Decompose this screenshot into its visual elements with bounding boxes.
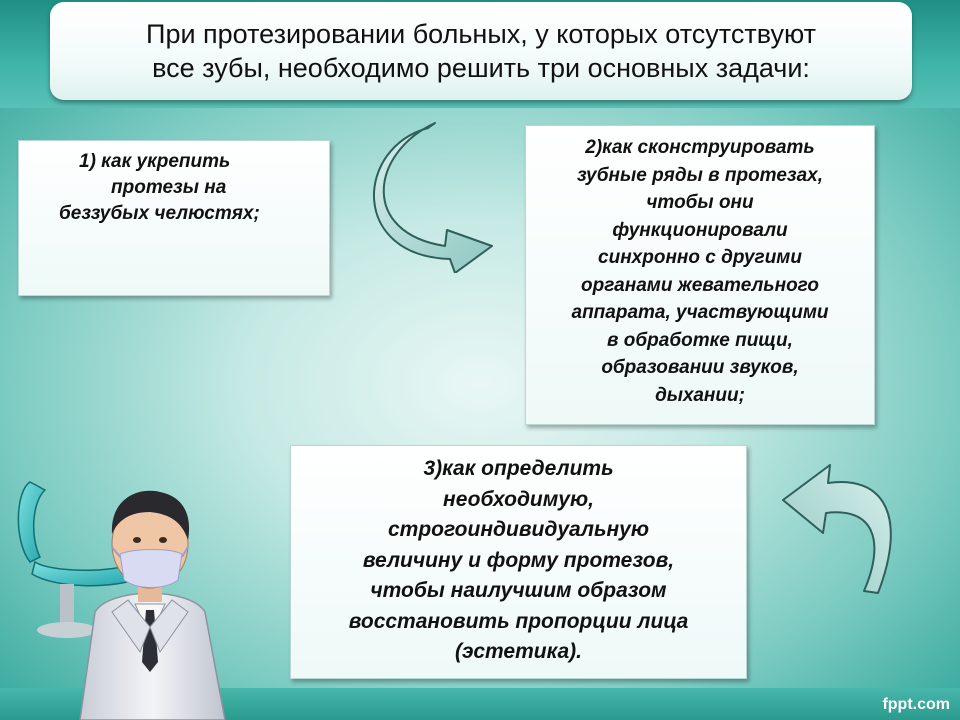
task-1-text bbox=[59, 149, 319, 227]
task-2-line: синхронно с другими bbox=[598, 247, 802, 268]
curved-arrow-left-icon bbox=[778, 455, 913, 595]
task-2-line: функционировали bbox=[612, 219, 788, 241]
task-3-text bbox=[299, 454, 738, 668]
task-1-line: 1) как укрепить bbox=[79, 151, 231, 172]
task-3-line: величину и форму протезов, bbox=[362, 548, 675, 572]
task-2-line: образовании звуков, bbox=[601, 357, 799, 378]
task-3-line: (эстетика). bbox=[455, 640, 582, 663]
dentist-illustration bbox=[0, 462, 270, 720]
title-line-1: При протезировании больных, у которых отсутствуют bbox=[146, 19, 816, 49]
title-line-2: все зубы, необходимо решить три основных задачи: bbox=[152, 53, 810, 83]
task-2-text bbox=[534, 134, 866, 409]
task-3-line: чтобы наилучшим образом bbox=[370, 579, 667, 602]
curved-arrow-right-icon bbox=[360, 118, 495, 273]
task-2-line: 2)как сконструировать bbox=[585, 137, 815, 158]
task-2-line: органами жевательного bbox=[581, 274, 819, 296]
task-2-line: зубные ряды в протезах, bbox=[576, 164, 824, 186]
task-1-line: протезы на bbox=[111, 177, 227, 198]
task-3-line: строгоиндивидуальную bbox=[387, 518, 649, 541]
task-2-line: аппарата, участвующими bbox=[571, 302, 829, 323]
task-box-3 bbox=[290, 445, 747, 679]
task-box-1 bbox=[18, 140, 330, 296]
slide-title bbox=[71, 17, 891, 85]
title-box bbox=[50, 2, 912, 100]
task-box-2 bbox=[525, 125, 875, 425]
task-3-line: необходимую, bbox=[443, 487, 594, 511]
task-3-line: восстановить пропорции лица bbox=[348, 609, 689, 633]
task-2-line: дыхании; bbox=[655, 384, 745, 406]
task-1-line: беззубых челюстях; bbox=[59, 203, 260, 224]
task-2-line: чтобы они bbox=[646, 192, 754, 213]
task-2-line: в обработке пищи, bbox=[607, 329, 793, 351]
task-3-line: 3)как определить bbox=[423, 457, 614, 480]
fppt-logo: fppt.com bbox=[882, 696, 950, 713]
